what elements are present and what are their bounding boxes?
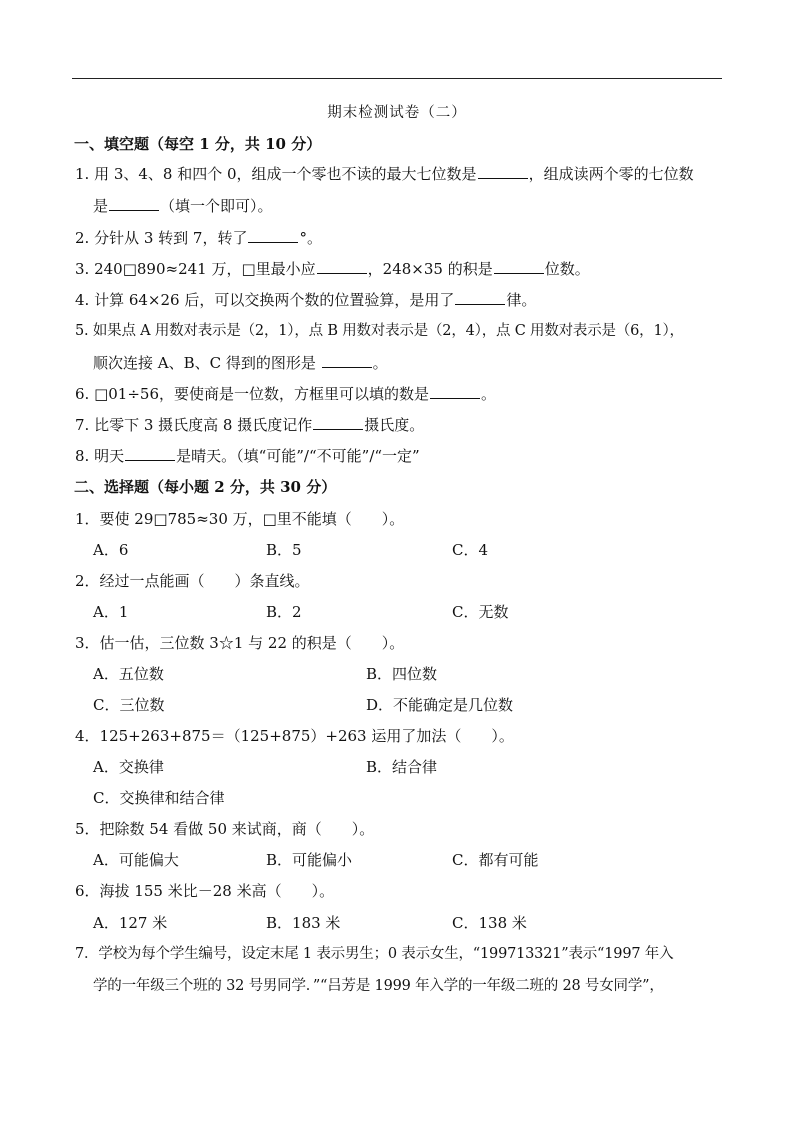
s2-q4-stem: 4．125+263+875＝（125+875）+263 运用了加法（ ）。 (75, 727, 514, 745)
s1-q6-text-b: 。 (481, 385, 497, 403)
s2-q2-option-c[interactable]: C．无数 (452, 603, 509, 621)
s1-q2 (75, 228, 322, 248)
s1-q3-text-c: 位数。 (544, 260, 590, 278)
s1-q5-blank[interactable] (322, 353, 372, 368)
s2-q1-option-b[interactable]: B．5 (266, 541, 302, 559)
s1-q2-text-b: °。 (299, 229, 322, 247)
s1-q8 (75, 446, 420, 466)
section-2-heading: 二、选择题（每小题 2 分，共 30 分） (74, 478, 337, 496)
s1-q1-text-b: ，组成读两个零的七位数 (528, 165, 694, 183)
s1-q4-text-b: 律。 (506, 291, 537, 309)
s2-q6-option-a[interactable]: A．127 米 (93, 914, 168, 932)
s2-q1-option-c[interactable]: C．4 (452, 541, 489, 559)
s2-q3-option-c[interactable]: C．三位数 (93, 696, 165, 714)
s1-q4-blank[interactable] (455, 290, 505, 305)
s2-q5-option-b[interactable]: B．可能偏小 (266, 851, 353, 869)
s1-q1-line1 (75, 164, 694, 184)
s2-q3-option-a[interactable]: A．五位数 (93, 665, 164, 683)
s1-q1-blank-1[interactable] (478, 164, 528, 179)
s2-q3-option-d[interactable]: D．不能确定是几位数 (366, 696, 514, 714)
s2-q4-option-c[interactable]: C．交换律和结合律 (93, 789, 225, 807)
s2-q7-line2: 学的一年级三个班的 32 号男同学．”“吕芳是 1999 年入学的一年级二班的 28 号女同学”， (93, 978, 664, 994)
s2-q2-stem: 2．经过一点能画（ ）条直线。 (75, 572, 310, 590)
s2-q5-stem: 5．把除数 54 看做 50 来试商，商（ ）。 (75, 820, 375, 838)
s1-q7-text-a: 7. 比零下 3 摄氏度高 8 摄氏度记作 (75, 416, 313, 434)
header-rule (72, 78, 722, 79)
s2-q1-stem: 1．要使 29□785≈30 万，□里不能填（ ）。 (75, 510, 405, 528)
s1-q7 (75, 415, 424, 435)
s1-q3-blank-1[interactable] (317, 259, 367, 274)
section-1-heading: 一、填空题（每空 1 分，共 10 分） (74, 135, 322, 153)
s2-q6-option-b[interactable]: B．183 米 (266, 914, 341, 932)
s2-q1-option-a[interactable]: A．6 (93, 541, 129, 559)
s2-q6-option-c[interactable]: C．138 米 (452, 914, 527, 932)
s1-q5-line1: 5. 如果点 A 用数对表示是（2，1），点 B 用数对表示是（2，4），点 C 用数对表示是（6，1）， (75, 323, 684, 339)
s2-q4-option-a[interactable]: A．交换律 (93, 758, 164, 776)
s1-q5-text-b: 顺次连接 A、B、C 得到的图形是 (93, 354, 321, 372)
s1-q7-blank[interactable] (313, 415, 363, 430)
page-title: 期末检测试卷（二） (327, 105, 467, 121)
s1-q5-line2 (93, 353, 388, 373)
s2-q4-option-b[interactable]: B．结合律 (366, 758, 438, 776)
s1-q4-text-a: 4. 计算 64×26 后，可以交换两个数的位置验算，是用了 (75, 291, 455, 309)
s1-q6-text-a: 6. □01÷56，要使商是一位数，方框里可以填的数是 (75, 385, 429, 403)
s1-q2-text-a: 2. 分针从 3 转到 7，转了 (75, 229, 248, 247)
s2-q3-option-b[interactable]: B．四位数 (366, 665, 438, 683)
s1-q1-text-c: 是 (93, 197, 109, 215)
s1-q1-line2 (93, 196, 273, 216)
s2-q2-option-b[interactable]: B．2 (266, 603, 302, 621)
s1-q3 (75, 259, 590, 279)
s2-q7-line1: 7．学校为每个学生编号，设定末尾 1 表示男生；0 表示女生，“199713321”表示“1997 年入 (75, 946, 674, 962)
s1-q3-text-a: 3. 240□890≈241 万，□里最小应 (75, 260, 316, 278)
s2-q6-stem: 6．海拔 155 米比－28 米高（ ）。 (75, 882, 335, 900)
s1-q8-blank[interactable] (125, 446, 175, 461)
s1-q1-text-d: （填一个即可）。 (160, 197, 273, 215)
s2-q5-option-a[interactable]: A．可能偏大 (93, 851, 179, 869)
s1-q3-text-b: ，248×35 的积是 (367, 260, 493, 278)
s1-q4 (75, 290, 536, 310)
s1-q7-text-b: 摄氏度。 (364, 416, 425, 434)
s1-q8-text-a: 8. 明天 (75, 447, 125, 465)
s2-q2-option-a[interactable]: A．1 (93, 603, 129, 621)
s1-q1-text-a: 1. 用 3、4、8 和四个 0，组成一个零也不读的最大七位数是 (75, 165, 477, 183)
s1-q3-blank-2[interactable] (494, 259, 544, 274)
s1-q1-blank-2[interactable] (109, 196, 159, 211)
s1-q2-blank[interactable] (248, 228, 298, 243)
s1-q8-text-b: 是晴天。（填“可能”/“不可能”/“一定” (176, 447, 420, 465)
s2-q3-stem: 3．估一估，三位数 3☆1 与 22 的积是（ ）。 (75, 634, 405, 652)
s1-q5-text-c: 。 (372, 354, 388, 372)
s2-q5-option-c[interactable]: C．都有可能 (452, 851, 539, 869)
s1-q6 (75, 384, 496, 404)
s1-q6-blank[interactable] (430, 384, 480, 399)
